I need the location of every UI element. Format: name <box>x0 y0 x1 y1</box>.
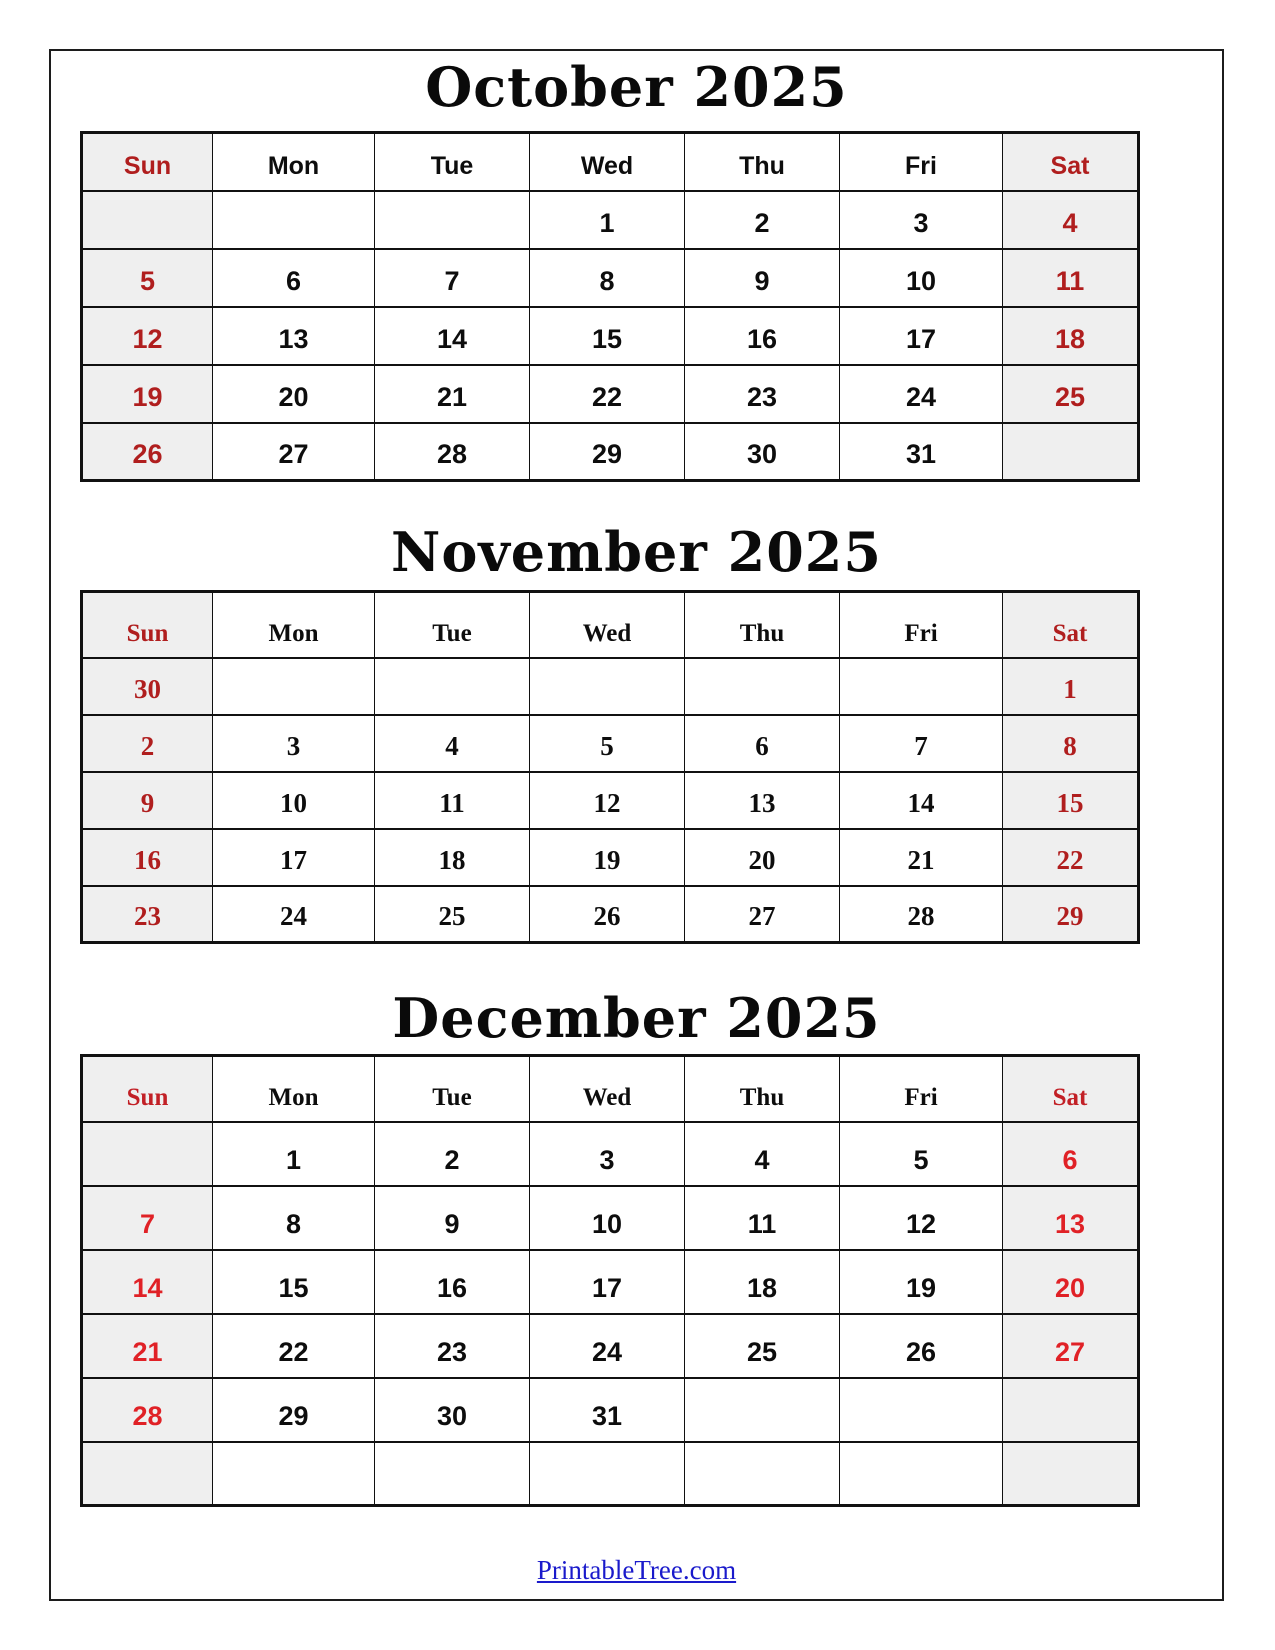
weekday-header-fri: Fri <box>840 1056 1003 1122</box>
day-cell-21: 21 <box>840 829 1003 886</box>
empty-day-cell <box>840 658 1003 715</box>
weekday-header-wed: Wed <box>530 592 685 658</box>
week-row <box>82 772 1139 829</box>
day-cell-3: 3 <box>840 191 1003 249</box>
empty-day-cell <box>840 1442 1003 1506</box>
weekday-header-thu: Thu <box>685 133 840 191</box>
week-row <box>82 658 1139 715</box>
weekday-header-tue: Tue <box>375 592 530 658</box>
day-cell-28: 28 <box>375 423 530 481</box>
day-cell-10: 10 <box>840 249 1003 307</box>
day-cell-1: 1 <box>530 191 685 249</box>
day-cell-11: 11 <box>685 1186 840 1250</box>
empty-day-cell <box>213 658 375 715</box>
day-cell-22: 22 <box>213 1314 375 1378</box>
day-cell-8: 8 <box>213 1186 375 1250</box>
weekday-header-wed: Wed <box>530 133 685 191</box>
day-cell-18: 18 <box>375 829 530 886</box>
weekday-header-tue: Tue <box>375 1056 530 1122</box>
weekday-header-thu: Thu <box>685 1056 840 1122</box>
day-cell-11: 11 <box>375 772 530 829</box>
footer-link[interactable]: PrintableTree.com <box>536 1555 737 1585</box>
empty-day-cell <box>1003 423 1139 481</box>
empty-day-cell <box>82 191 213 249</box>
empty-day-cell <box>82 1442 213 1506</box>
week-row <box>82 307 1139 365</box>
day-cell-25: 25 <box>375 886 530 943</box>
week-row <box>82 1186 1139 1250</box>
day-cell-11: 11 <box>1003 249 1139 307</box>
day-cell-20: 20 <box>1003 1250 1139 1314</box>
day-cell-16: 16 <box>82 829 213 886</box>
day-cell-30: 30 <box>375 1378 530 1442</box>
day-cell-6: 6 <box>213 249 375 307</box>
weekday-header-sun: Sun <box>82 1056 213 1122</box>
empty-day-cell <box>213 191 375 249</box>
week-row <box>82 423 1139 481</box>
weekday-header-sun: Sun <box>82 592 213 658</box>
day-cell-27: 27 <box>685 886 840 943</box>
day-cell-27: 27 <box>1003 1314 1139 1378</box>
week-row <box>82 1314 1139 1378</box>
month-section-december <box>51 988 1222 1507</box>
day-cell-19: 19 <box>530 829 685 886</box>
day-cell-6: 6 <box>685 715 840 772</box>
day-cell-7: 7 <box>375 249 530 307</box>
week-row <box>82 1378 1139 1442</box>
day-cell-28: 28 <box>82 1378 213 1442</box>
day-cell-30: 30 <box>685 423 840 481</box>
weekday-header-wed: Wed <box>530 1056 685 1122</box>
day-cell-18: 18 <box>685 1250 840 1314</box>
day-cell-29: 29 <box>213 1378 375 1442</box>
week-row <box>82 365 1139 423</box>
day-cell-30: 30 <box>82 658 213 715</box>
footer <box>51 1555 1222 1586</box>
day-cell-23: 23 <box>685 365 840 423</box>
empty-day-cell <box>375 191 530 249</box>
day-cell-5: 5 <box>840 1122 1003 1186</box>
month-title-november: November 2025 <box>391 520 882 584</box>
empty-day-cell <box>375 658 530 715</box>
day-cell-1: 1 <box>1003 658 1139 715</box>
weekday-header-fri: Fri <box>840 592 1003 658</box>
day-cell-3: 3 <box>530 1122 685 1186</box>
day-cell-4: 4 <box>685 1122 840 1186</box>
weekday-header-mon: Mon <box>213 133 375 191</box>
day-cell-17: 17 <box>840 307 1003 365</box>
day-cell-13: 13 <box>1003 1186 1139 1250</box>
empty-day-cell <box>840 1378 1003 1442</box>
weekday-header-sat: Sat <box>1003 592 1139 658</box>
day-cell-7: 7 <box>840 715 1003 772</box>
day-cell-29: 29 <box>1003 886 1139 943</box>
day-cell-12: 12 <box>82 307 213 365</box>
day-cell-4: 4 <box>375 715 530 772</box>
day-cell-18: 18 <box>1003 307 1139 365</box>
empty-day-cell <box>82 1122 213 1186</box>
day-cell-25: 25 <box>685 1314 840 1378</box>
day-cell-20: 20 <box>685 829 840 886</box>
day-cell-29: 29 <box>530 423 685 481</box>
empty-day-cell <box>685 1442 840 1506</box>
empty-day-cell <box>685 1378 840 1442</box>
day-cell-16: 16 <box>685 307 840 365</box>
week-row <box>82 249 1139 307</box>
day-cell-31: 31 <box>840 423 1003 481</box>
month-section-october <box>51 57 1222 482</box>
day-cell-13: 13 <box>685 772 840 829</box>
week-row <box>82 1442 1139 1506</box>
month-section-november <box>51 522 1222 944</box>
empty-day-cell <box>530 1442 685 1506</box>
day-cell-19: 19 <box>82 365 213 423</box>
day-cell-14: 14 <box>375 307 530 365</box>
day-cell-12: 12 <box>840 1186 1003 1250</box>
day-cell-9: 9 <box>685 249 840 307</box>
day-cell-26: 26 <box>840 1314 1003 1378</box>
day-cell-16: 16 <box>375 1250 530 1314</box>
weekday-header-row <box>82 133 1139 191</box>
day-cell-21: 21 <box>82 1314 213 1378</box>
october-calendar-table <box>80 131 1140 482</box>
day-cell-12: 12 <box>530 772 685 829</box>
day-cell-3: 3 <box>213 715 375 772</box>
day-cell-21: 21 <box>375 365 530 423</box>
day-cell-7: 7 <box>82 1186 213 1250</box>
day-cell-2: 2 <box>82 715 213 772</box>
day-cell-10: 10 <box>213 772 375 829</box>
weekday-header-fri: Fri <box>840 133 1003 191</box>
day-cell-14: 14 <box>82 1250 213 1314</box>
day-cell-2: 2 <box>375 1122 530 1186</box>
day-cell-8: 8 <box>1003 715 1139 772</box>
weekday-header-row <box>82 1056 1139 1122</box>
weekday-header-thu: Thu <box>685 592 840 658</box>
page-frame <box>49 49 1224 1601</box>
day-cell-15: 15 <box>530 307 685 365</box>
month-title-december: December 2025 <box>392 986 881 1050</box>
day-cell-23: 23 <box>375 1314 530 1378</box>
week-row <box>82 1250 1139 1314</box>
day-cell-17: 17 <box>213 829 375 886</box>
empty-day-cell <box>1003 1378 1139 1442</box>
december-calendar-table <box>80 1054 1140 1507</box>
day-cell-15: 15 <box>213 1250 375 1314</box>
weekday-header-sat: Sat <box>1003 133 1139 191</box>
week-row <box>82 191 1139 249</box>
day-cell-4: 4 <box>1003 191 1139 249</box>
day-cell-25: 25 <box>1003 365 1139 423</box>
day-cell-24: 24 <box>213 886 375 943</box>
weekday-header-sat: Sat <box>1003 1056 1139 1122</box>
weekday-header-sun: Sun <box>82 133 213 191</box>
day-cell-1: 1 <box>213 1122 375 1186</box>
month-title-october: October 2025 <box>425 55 848 119</box>
day-cell-17: 17 <box>530 1250 685 1314</box>
day-cell-19: 19 <box>840 1250 1003 1314</box>
day-cell-5: 5 <box>82 249 213 307</box>
day-cell-6: 6 <box>1003 1122 1139 1186</box>
day-cell-8: 8 <box>530 249 685 307</box>
empty-day-cell <box>685 658 840 715</box>
weekday-header-mon: Mon <box>213 592 375 658</box>
day-cell-15: 15 <box>1003 772 1139 829</box>
day-cell-10: 10 <box>530 1186 685 1250</box>
day-cell-24: 24 <box>840 365 1003 423</box>
weekday-header-mon: Mon <box>213 1056 375 1122</box>
day-cell-14: 14 <box>840 772 1003 829</box>
november-calendar-table <box>80 590 1140 944</box>
empty-day-cell <box>375 1442 530 1506</box>
week-row <box>82 829 1139 886</box>
empty-day-cell <box>530 658 685 715</box>
day-cell-26: 26 <box>530 886 685 943</box>
day-cell-20: 20 <box>213 365 375 423</box>
day-cell-9: 9 <box>375 1186 530 1250</box>
day-cell-2: 2 <box>685 191 840 249</box>
day-cell-28: 28 <box>840 886 1003 943</box>
day-cell-22: 22 <box>530 365 685 423</box>
day-cell-27: 27 <box>213 423 375 481</box>
weekday-header-row <box>82 592 1139 658</box>
day-cell-13: 13 <box>213 307 375 365</box>
day-cell-26: 26 <box>82 423 213 481</box>
week-row <box>82 715 1139 772</box>
day-cell-31: 31 <box>530 1378 685 1442</box>
empty-day-cell <box>1003 1442 1139 1506</box>
day-cell-24: 24 <box>530 1314 685 1378</box>
day-cell-9: 9 <box>82 772 213 829</box>
weekday-header-tue: Tue <box>375 133 530 191</box>
week-row <box>82 1122 1139 1186</box>
day-cell-5: 5 <box>530 715 685 772</box>
empty-day-cell <box>213 1442 375 1506</box>
week-row <box>82 886 1139 943</box>
day-cell-23: 23 <box>82 886 213 943</box>
day-cell-22: 22 <box>1003 829 1139 886</box>
